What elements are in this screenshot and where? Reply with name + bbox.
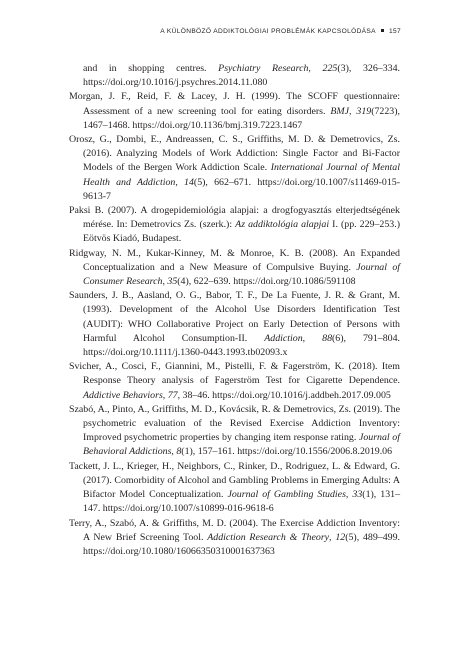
reference-text: I. (pp. 229–253.) Eötvös Kiadó, Budapest.	[83, 219, 401, 245]
reference-italic-text: BMJ	[330, 105, 350, 117]
reference-text: Orosz, G., Dombi, E., Andreassen, C. S., Griffiths, M. D. & Demetrovics, Zs. (2016). Analyzing Models of Work Addiction: Single Factor and Bi-Factor Models of the Bergen Work Addiction Scale.	[69, 134, 400, 174]
reference-text: ,	[171, 446, 177, 458]
reference-text: ,	[302, 332, 323, 344]
reference-italic-text: 35	[167, 276, 178, 288]
reference-italic-text: 33	[352, 489, 363, 501]
reference-text: ,	[162, 389, 168, 401]
reference-text: Paksi B. (2007). A drogepidemiológia alapjai: a drogfogyasztás elterjedtségének mérése. In: Demetrovics Zs. (szerk.):	[69, 205, 400, 231]
reference-italic-text: 8	[176, 446, 182, 458]
reference-text: ,	[345, 489, 353, 501]
reference-list	[69, 62, 400, 559]
reference-entry-svicher	[69, 360, 400, 403]
reference-entry-orosz	[69, 133, 400, 204]
reference-text: (5), 489–499. https://doi.org/10.1080/16066350310001637363	[83, 531, 400, 557]
reference-text: (7223), 1467–1468. https://doi.org/10.1136/bmj.319.7223.1467	[83, 105, 400, 131]
reference-italic-text: 225	[322, 63, 338, 74]
chapter-title: A KÜLÖNBÖZŐ ADDIKTOLÓGIAI PROBLÉMÁK KAPCSOLÓDÁSA	[160, 28, 376, 35]
reference-italic-text: 12	[335, 531, 346, 543]
reference-entry-paksi	[69, 204, 400, 247]
reference-entry-morgan	[69, 90, 400, 133]
reference-text: Tackett, J. L., Krieger, H., Neighbors, C., Rinker, D., Rodriguez, L. & Edward, G. (2017). Comorbidity of Alcohol and Gambling Problems in Emerging Adults: A Bifactor Model Conceptualization.	[69, 460, 400, 501]
reference-entry-ridgway	[69, 247, 400, 290]
reference-italic-text: Journal of Gambling Studies	[227, 489, 346, 501]
reference-italic-text: Addiction	[264, 332, 303, 344]
reference-text: ,	[329, 531, 336, 543]
reference-text: (3), 326–334. https://doi.org/10.1016/j.psychres.2014.11.080	[83, 63, 401, 89]
reference-italic-text: 319	[356, 105, 372, 117]
reference-italic-text: International Journal of Mental Health and Addiction	[83, 162, 400, 188]
reference-italic-text: Addictive Behaviors	[83, 389, 163, 401]
reference-text: ,	[349, 105, 357, 117]
reference-text: (6), 791–804. https://doi.org/10.1111/j.1360-0443.1993.tb02093.x	[83, 332, 401, 359]
reference-entry-tackett	[69, 460, 400, 517]
reference-text: and in shopping centres.	[83, 63, 219, 74]
reference-text: ,	[162, 276, 168, 288]
reference-text: Terry, A., Szabó, A. & Griffiths, M. D. (2004). The Exercise Addiction Inventory: A New Brief Screening Tool.	[69, 517, 400, 543]
reference-text: , 38–46. https://doi.org/10.1016/j.addbeh.2017.09.005	[177, 389, 391, 401]
reference-text: Saunders, J. B., Aasland, O. G., Babor, T. F., De La Fuente, J. R. & Grant, M. (1993). Development of the Alcohol Use Disorders Identification Test (AUDIT): WHO Collaborative Project on Early Detection of Persons with Harmful Alcohol Consumption-II.	[69, 290, 400, 344]
reference-text: (4), 622–639. https://doi.org/10.1086/591108	[177, 276, 356, 288]
reference-text: Morgan, J. F., Reid, F. & Lacey, J. H. (1999). The SCOFF questionnaire: Assessment of a new screening tool for eating disorders.	[69, 91, 400, 117]
reference-continuation	[69, 62, 400, 90]
reference-italic-text: Journal of Behavioral Addictions	[83, 432, 400, 458]
reference-text: (5), 662–671. https://doi.org/10.1007/s11469-015-9613-7	[83, 176, 400, 202]
reference-entry-terry	[69, 517, 400, 560]
reference-text: (1), 157–161. https://doi.org/10.1556/2006.8.2019.06	[181, 446, 393, 458]
reference-italic-text: 77	[167, 389, 178, 401]
reference-italic-text: Az addiktológia alapjai	[235, 219, 330, 231]
reference-text: Ridgway, N. M., Kukar-Kinney, M. & Monroe, K. B. (2008). An Expanded Conceptualization and a New Measure of Compulsive Buying.	[69, 247, 400, 273]
reference-italic-text: Journal of Consumer Research	[83, 261, 400, 288]
running-header	[160, 28, 401, 35]
reference-text: ,	[175, 176, 185, 188]
reference-entry-szabo2019	[69, 403, 400, 460]
reference-text: ,	[308, 63, 323, 74]
separator-square-icon	[381, 29, 384, 32]
reference-italic-text: 14	[184, 176, 194, 188]
reference-entry-saunders	[69, 289, 400, 360]
reference-text: Svicher, A., Cosci, F., Giannini, M., Pistelli, F. & Fagerström, K. (2018). Item Response Theory analysis of Fagerström Test for Cigarette Dependence.	[69, 361, 400, 387]
reference-text: (1), 131–147. https://doi.org/10.1007/s10899-016-9618-6	[83, 489, 401, 515]
reference-italic-text: Psychiatry Research	[218, 63, 309, 74]
reference-italic-text: 88	[322, 332, 333, 344]
reference-text: Szabó, A., Pinto, A., Griffiths, M. D., Kovácsik, R. & Demetrovics, Zs. (2019). The psychometric evaluation of the Revised Exercise Addiction Inventory: Improved psychometric properties by changing item response rating.	[69, 403, 400, 444]
page-number: 157	[388, 28, 401, 35]
reference-italic-text: Addiction Research & Theory	[207, 531, 330, 543]
